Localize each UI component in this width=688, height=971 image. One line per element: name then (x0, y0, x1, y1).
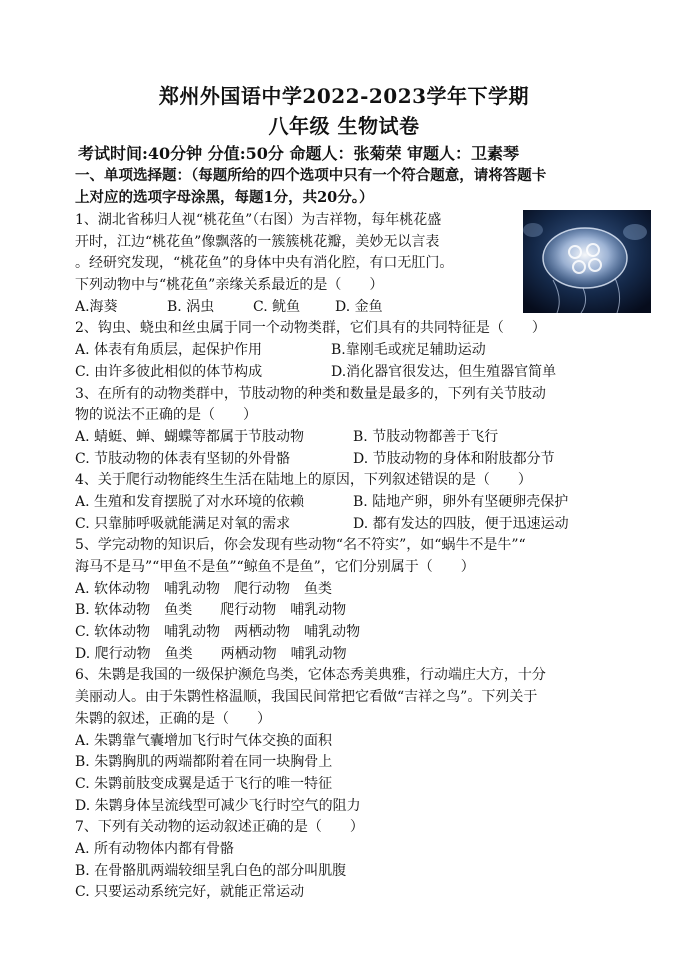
q3-option-a: A. 蜻蜓、蝉、蝴蝶等都属于节肢动物 (75, 428, 305, 445)
q1-options (75, 297, 615, 319)
q4-stem: 4、关于爬行动物能终生生活在陆地上的原因，下列叙述错误的是（ ） (75, 472, 532, 489)
q1-option-d: D. 金鱼 (335, 298, 383, 315)
q2-options-ab (75, 340, 615, 362)
q1-line-3: 。经研究发现，“桃花鱼”的身体中央有消化腔，有口无肛门。 (75, 255, 454, 272)
q1-line-1: 1、湖北省秭归人视“桃花鱼”（右图）为吉祥物，每年桃花盛 (75, 212, 442, 228)
q5-line-1: 5、学完动物的知识后，你会发现有些动物“名不符实”，如“蜗牛不是牛”“ (75, 537, 526, 554)
section-instruction-cont: 上对应的选项字母涂黑，每题1分，共20分。） (75, 188, 374, 206)
q4-options-cd (75, 514, 615, 536)
q6-option-c: C. 朱鹮前肢变成翼是适于飞行的唯一特征 (75, 775, 333, 792)
q3-option-b: B. 节肢动物都善于飞行 (353, 428, 499, 445)
q7-option-b: B. 在骨骼肌两端较细呈乳白色的部分叫肌腹 (75, 862, 347, 879)
q4-option-a: A. 生殖和发育摆脱了对水环境的依赖 (75, 493, 305, 510)
exam-info: 考试时间:40分钟 分值:50分 命题人：张菊荣 审题人：卫素琴 (78, 144, 520, 163)
q4-option-d: D. 都有发达的四肢，便于迅速运动 (353, 515, 569, 532)
q1-line-4: 下列动物中与“桃花鱼”亲缘关系最近的是（ ） (75, 277, 384, 294)
q1-option-b: B. 涡虫 (167, 298, 215, 315)
q1-option-c: C. 鱿鱼 (253, 298, 301, 315)
q4-options-ab (75, 492, 615, 514)
q6-line-2: 美丽动人。由于朱鹮性格温顺，我国民间常把它看做“吉祥之鸟”。下列关于 (75, 689, 538, 706)
q1-option-a: A.海葵 (75, 298, 118, 315)
q5-option-d: D. 爬行动物 鱼类 两栖动物 哺乳动物 (75, 645, 347, 662)
exam-subtitle: 八年级 生物试卷 (268, 114, 420, 138)
q2-options-cd (75, 362, 615, 384)
q2-option-d: D.消化器官很发达，但生殖器官简单 (331, 363, 557, 380)
q4-option-c: C. 只靠肺呼吸就能满足对氧的需求 (75, 515, 291, 532)
q6-option-b: B. 朱鹮胸肌的两端都附着在同一块胸骨上 (75, 754, 333, 771)
q5-option-a: A. 软体动物 哺乳动物 爬行动物 鱼类 (75, 580, 333, 597)
q7-option-a: A. 所有动物体内都有骨骼 (75, 840, 235, 857)
q3-line-2: 物的说法不正确的是（ ） (75, 407, 257, 424)
q3-line-1: 3、在所有的动物类群中，节肢动物的种类和数量是最多的，下列有关节肢动 (75, 385, 546, 402)
section-instruction: （每题所给的四个选项中只有一个符合题意，请将答题卡 (191, 167, 547, 184)
questions-body (75, 210, 615, 904)
q2-option-c: C. 由许多彼此相似的体节构成 (75, 363, 263, 380)
q6-line-1: 6、朱鹮是我国的一级保护濒危鸟类，它体态秀美典雅，行动端庄大方，十分 (75, 667, 546, 684)
exam-title: 郑州外国语中学2022-2023学年下学期 (158, 84, 530, 108)
q6-line-3: 朱鹮的叙述，正确的是（ ） (75, 710, 271, 727)
q3-options-cd (75, 449, 615, 471)
q2-option-a: A. 体表有角质层，起保护作用 (75, 342, 263, 359)
q3-option-d: D. 节肢动物的身体和附肢都分节 (353, 450, 555, 467)
q7-stem: 7、下列有关动物的运动叙述正确的是（ ） (75, 819, 364, 836)
q6-option-a: A. 朱鹮靠气囊增加飞行时气体交换的面积 (75, 732, 333, 749)
q2-stem: 2、钩虫、蛲虫和丝虫属于同一个动物类群，它们具有的共同特征是（ ） (75, 320, 546, 337)
section-instructions (75, 165, 615, 208)
q2-option-b: B.靠刚毛或疣足辅助运动 (331, 342, 486, 359)
q6-option-d: D. 朱鹮身体呈流线型可减少飞行时空气的阻力 (75, 797, 361, 814)
q5-line-2: 海马不是马”“甲鱼不是鱼”“鲸鱼不是鱼”，它们分别属于（ ） (75, 559, 475, 575)
q5-option-b: B. 软体动物 鱼类 爬行动物 哺乳动物 (75, 602, 347, 619)
q4-option-b: B. 陆地产卵，卵外有坚硬卵壳保护 (353, 493, 569, 510)
section-heading: 一、单项选择题： (75, 167, 191, 184)
q5-option-c: C. 软体动物 哺乳动物 两栖动物 哺乳动物 (75, 624, 361, 641)
q3-option-c: C. 节肢动物的体表有坚韧的外骨骼 (75, 450, 291, 467)
q7-option-c: C. 只要运动系统完好，就能正常运动 (75, 884, 305, 901)
q3-options-ab (75, 427, 615, 449)
q1-line-2: 开时，江边“桃花鱼”像飘落的一簇簇桃花瓣，美妙无以言表 (75, 233, 440, 250)
